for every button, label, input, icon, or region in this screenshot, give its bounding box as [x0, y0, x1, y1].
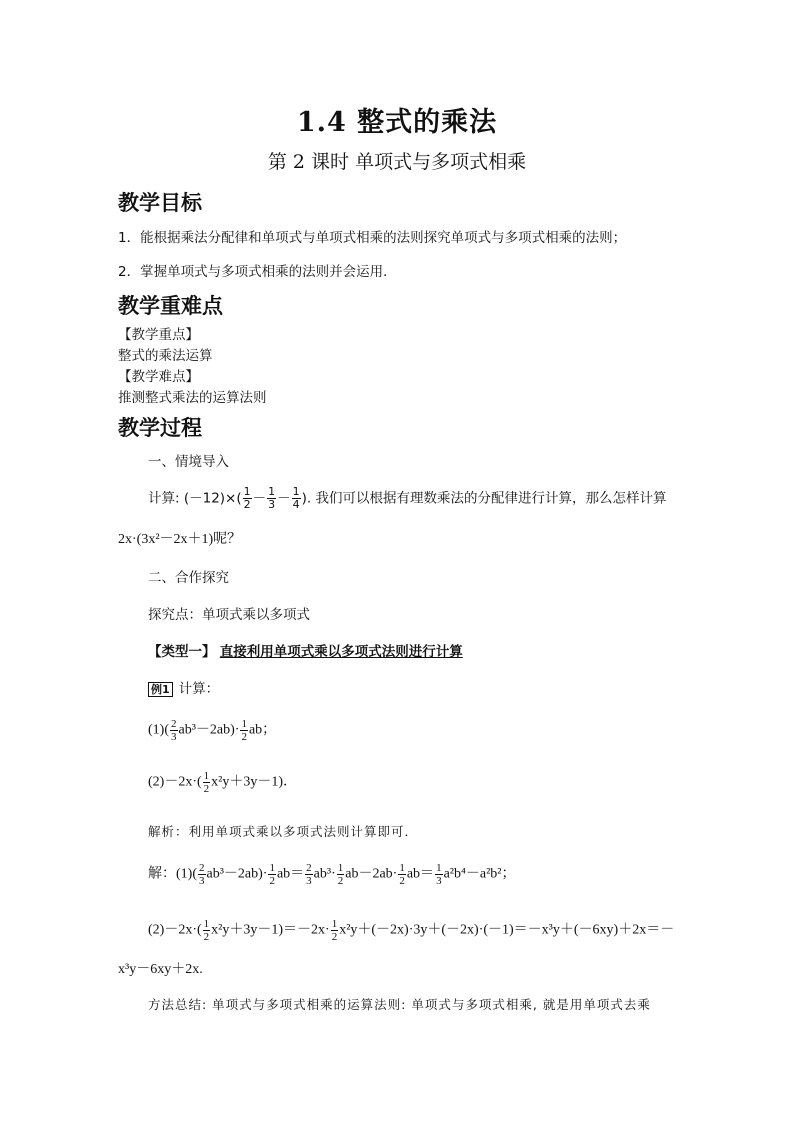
difficulty-label: 【教学难点】 [118, 369, 199, 385]
fraction-third: $\frac{1}{3}$ [268, 485, 276, 511]
intro-text-c: 2x·(3x²－2x＋1)呢？ [118, 532, 242, 547]
goal-item-1: 1．能根据乘法分配律和单项式与单项式相乘的法则探究单项式与多项式相乘的法则； [118, 230, 627, 246]
question-2: (2)－2x·( $\frac{1}{2}$ x²y＋3y－1)． [148, 770, 298, 795]
type1-label: 【类型一】 [148, 644, 216, 660]
page-title: 1.4 整式的乘法 [296, 107, 498, 138]
difficulty-text: 推测整式乘法的运算法则 [118, 390, 267, 406]
step-explore-heading: 二、合作探究 [148, 570, 229, 586]
intro-text-a: 计算: (－12)×( [148, 490, 242, 507]
type1-text: 直接利用单项式乘以多项式法则进行计算 [219, 644, 463, 660]
intro-text-b: ). 我们可以根据有理数乘法的分配律进行计算，那么怎样计算 [301, 490, 667, 507]
step-intro-heading: 一、情境导入 [148, 454, 229, 470]
example-badge: 例1 [148, 682, 173, 697]
fraction-half: $\frac{1}{2}$ [243, 485, 251, 511]
solution-2: (2)－2x·( $\frac{1}{2}$ x²y＋3y－1)＝－2x· $\frac{1}{2}$ x²y＋(－2x)·3y＋(－2x)·(－1)＝－x³y＋(－6xy)＋2x＝－ [148, 918, 675, 943]
example-text: 计算： [178, 681, 220, 697]
fraction-quarter: $\frac{1}{4}$ [292, 485, 300, 511]
explore-point: 探究点：单项式乘以多项式 [148, 607, 310, 623]
intro-calculation: 计算: (－12)×( $\frac{1}{2}$ － $\frac{1}{3}$ － $\frac{1}{4}$ ). 我们可以根据有理数乘法的分配律进行计算，那么怎样计算 [148, 485, 667, 511]
page-subtitle: 第 2 课时 单项式与多项式相乘 [267, 151, 527, 173]
method-summary: 方法总结: 单项式与多项式相乘的运算法则: 单项式与多项式相乘, 就是用单项式去乘 [148, 997, 651, 1012]
fraction-two-thirds: $\frac{2}{3}$ [171, 718, 177, 743]
goals-heading: 教学目标 [118, 191, 202, 215]
example-1 [148, 677, 219, 697]
key-point-label: 【教学重点】 [118, 327, 199, 343]
type1-heading [148, 640, 463, 660]
goal-item-2: 2．掌握单项式与多项式相乘的法则并会运用． [118, 264, 397, 280]
key-point-text: 整式的乘法运算 [118, 348, 213, 364]
key-points-heading: 教学重难点 [118, 294, 223, 318]
analysis-text: 解析：利用单项式乘以多项式法则计算即可． [148, 824, 419, 839]
solution-1: 解：(1)( $\frac{2}{3}$ ab³－2ab)· $\frac{1}{2}$ ab＝ $\frac{2}{3}$ ab³· $\frac{1}{2}$ ab－2ab· $\frac{1}{2}$ ab＝ $\frac{1}{3}$ a²b⁴－a²b²； [148, 862, 516, 887]
solution-2-cont: x³y－6xy＋2x. [118, 962, 203, 977]
question-1: (1)( $\frac{2}{3}$ ab³－2ab)· $\frac{1}{2}$ ab； [148, 718, 277, 743]
fraction-half: $\frac{1}{2}$ [241, 718, 247, 743]
process-heading: 教学过程 [118, 416, 202, 440]
fraction-half: $\frac{1}{2}$ [203, 770, 210, 795]
